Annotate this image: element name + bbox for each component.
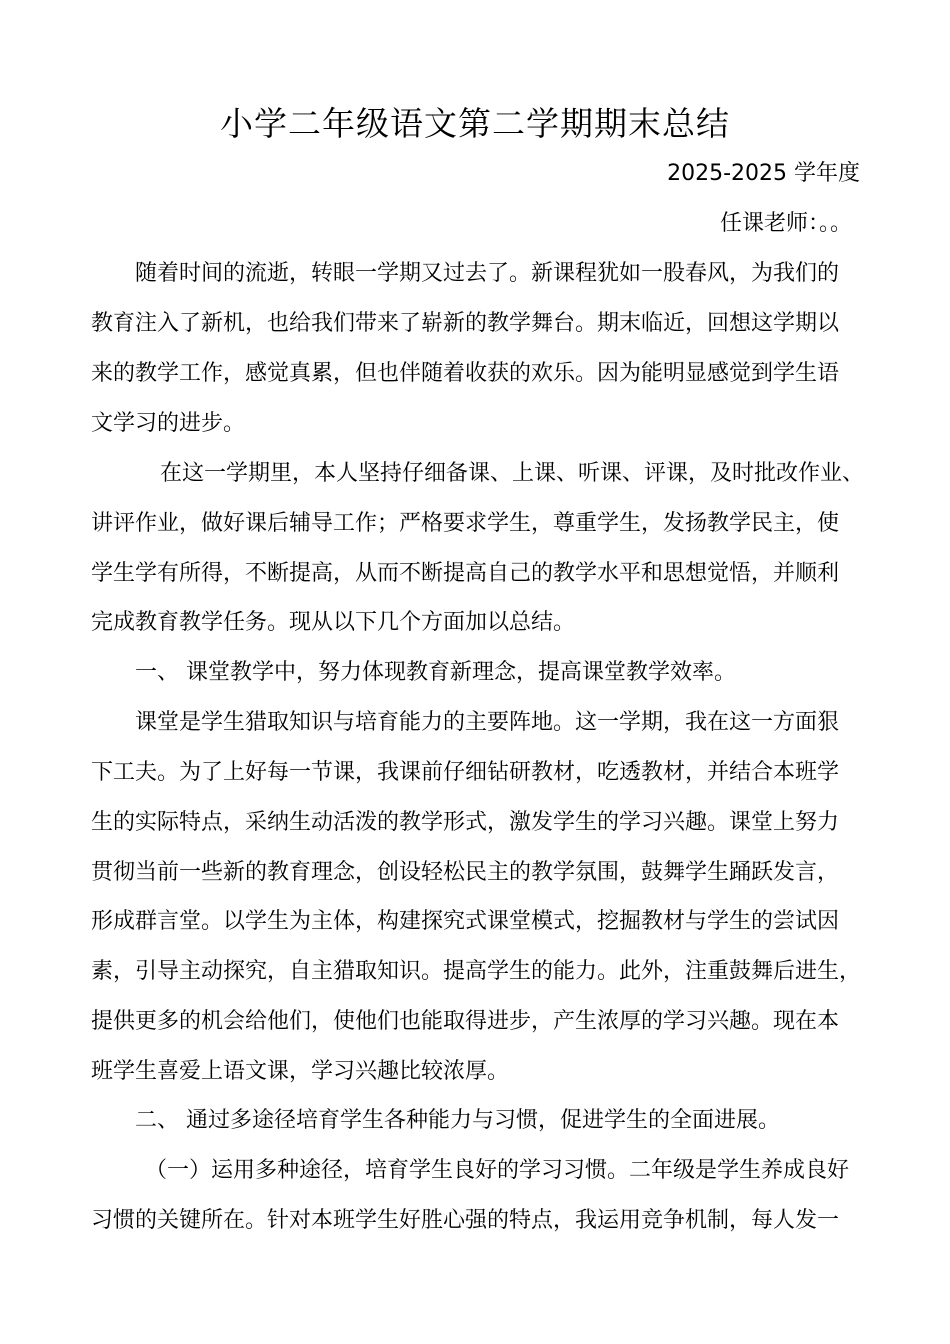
- body-line: 提供更多的机会给他们，使他们也能取得进步，产生浓厚的学习兴趣。现在本: [91, 1009, 840, 1034]
- body-line: 教育注入了新机，也给我们带来了崭新的教学舞台。期末临近，回想这学期以: [91, 311, 840, 336]
- body-line: 习惯的关键所在。针对本班学生好胜心强的特点，我运用竞争机制，每人发一: [91, 1208, 840, 1233]
- subsection-line: （一）运用多种途径，培育学生良好的学习习惯。二年级是学生养成良好: [145, 1158, 850, 1183]
- school-year: 2025-2025 学年度: [667, 161, 860, 186]
- section-heading: 二、 通过多途径培育学生各种能力与习惯，促进学生的全面进展。: [135, 1108, 780, 1133]
- body-line: 在这一学期里，本人坚持仔细备课、上课、听课、评课，及时批改作业、: [160, 461, 865, 486]
- body-line: 完成教育教学任务。现从以下几个方面加以总结。: [91, 610, 576, 635]
- body-line: 来的教学工作，感觉真累，但也伴随着收获的欢乐。因为能明显感觉到学生语: [91, 361, 840, 386]
- body-line: 班学生喜爱上语文课，学习兴趣比较浓厚。: [91, 1059, 510, 1084]
- teacher-line: 任课老师：。。: [719, 211, 852, 236]
- body-line: 讲评作业，做好课后辅导工作；严格要求学生，尊重学生，发扬教学民主，使: [91, 511, 840, 536]
- section-heading: 一、 课堂教学中，努力体现教育新理念，提高课堂教学效率。: [135, 660, 736, 685]
- body-line: 形成群言堂。以学生为主体，构建探究式课堂模式，挖掘教材与学生的尝试因: [91, 909, 840, 934]
- body-line: 素，引导主动探究，自主猎取知识。提高学生的能力。此外，注重鼓舞后进生，: [91, 959, 862, 984]
- body-line: 课堂是学生猎取知识与培育能力的主要阵地。这一学期，我在这一方面狠: [135, 710, 840, 735]
- body-line: 学生学有所得，不断提高，从而不断提高自己的教学水平和思想觉悟，并顺利: [91, 561, 840, 586]
- body-line: 生的实际特点，采纳生动活泼的教学形式，激发学生的学习兴趣。课堂上努力: [91, 810, 840, 835]
- body-line: 文学习的进步。: [91, 411, 246, 436]
- document-title: 小学二年级语文第二学期期末总结: [220, 104, 730, 143]
- body-line: 下工夫。为了上好每一节课，我课前仔细钻研教材，吃透教材，并结合本班学: [91, 760, 840, 785]
- body-line: 贯彻当前一些新的教育理念，创设轻松民主的教学氛围，鼓舞学生踊跃发言，: [91, 860, 840, 885]
- body-line: 随着时间的流逝，转眼一学期又过去了。新课程犹如一股春风，为我们的: [135, 261, 840, 286]
